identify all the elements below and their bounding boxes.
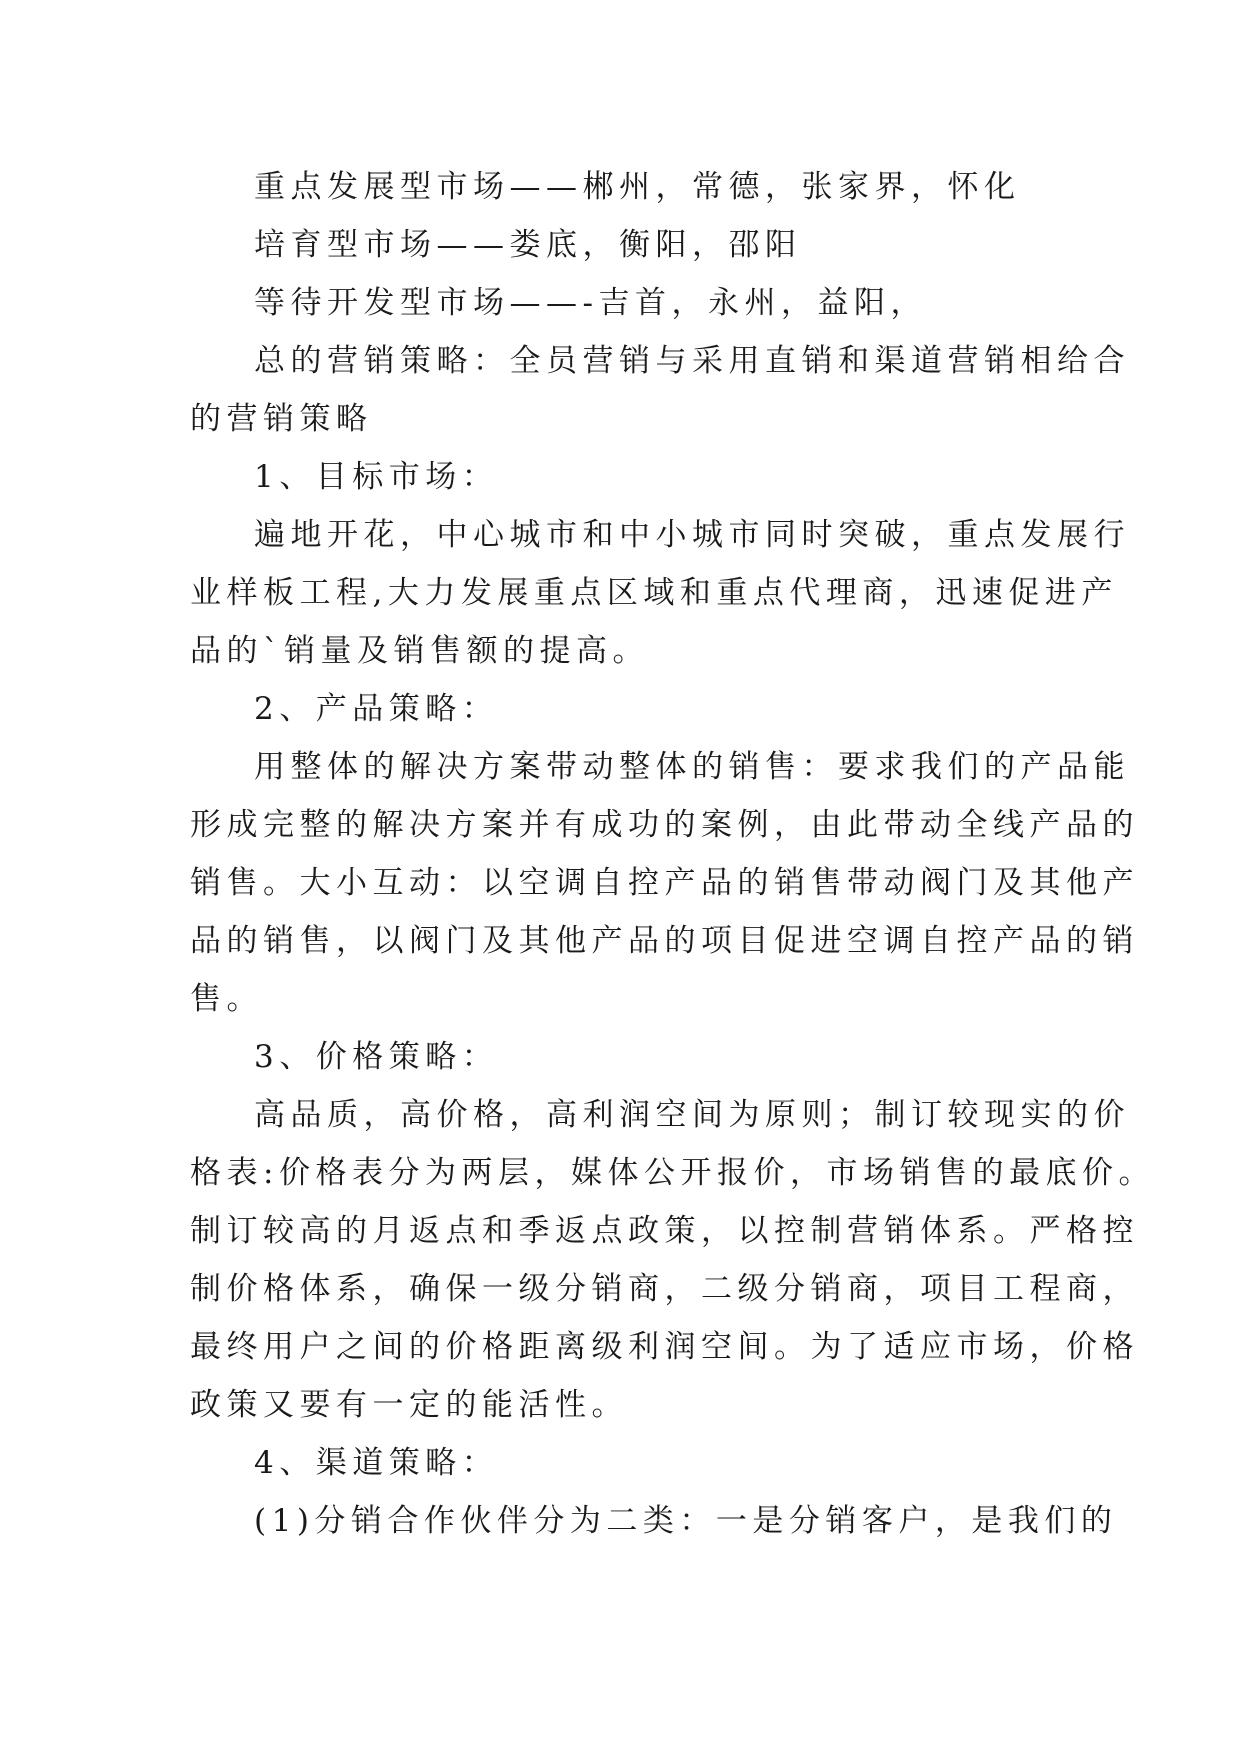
section-heading: 4、渠道策略： bbox=[254, 1445, 499, 1481]
text-line: (1)分销合作伙伴分为二类：一是分销客户，是我们的 bbox=[254, 1503, 1118, 1539]
section-heading: 1、目标市场： bbox=[254, 459, 499, 495]
text-line: 格表:价格表分为两层，媒体公开报价，市场销售的最底价。 bbox=[190, 1155, 1155, 1191]
text-line: 制订较高的月返点和季返点政策，以控制营销体系。严格控 bbox=[190, 1213, 1139, 1249]
text-line: 重点发展型市场——郴州，常德，张家界，怀化 bbox=[254, 169, 1021, 205]
text-line: 培育型市场——娄底，衡阳，邵阳 bbox=[254, 227, 802, 263]
text-line: 品的`销量及销售额的提高。 bbox=[190, 633, 649, 669]
text-line: 用整体的解决方案带动整体的销售：要求我们的产品能 bbox=[254, 749, 1130, 785]
text-line: 等待开发型市场——-吉首，永州，益阳， bbox=[254, 285, 927, 321]
text-line: 总的营销策略：全员营销与采用直销和渠道营销相给合 bbox=[254, 343, 1130, 379]
text-line: 品的销售，以阀门及其他产品的项目促进空调自控产品的销 bbox=[190, 923, 1139, 959]
text-line: 遍地开花，中心城市和中小城市同时突破，重点发展行 bbox=[254, 517, 1130, 553]
text-line: 的营销策略 bbox=[190, 401, 373, 437]
text-line: 高品质，高价格，高利润空间为原则；制订较现实的价 bbox=[254, 1097, 1130, 1133]
section-heading: 3、价格策略： bbox=[254, 1039, 499, 1075]
text-line: 政策又要有一定的能活性。 bbox=[190, 1387, 628, 1423]
text-line: 售。 bbox=[190, 981, 263, 1017]
section-heading: 2、产品策略： bbox=[254, 691, 499, 727]
text-line: 销售。大小互动：以空调自控产品的销售带动阀门及其他产 bbox=[190, 865, 1139, 901]
text-line: 最终用户之间的价格距离级利润空间。为了适应市场，价格 bbox=[190, 1329, 1139, 1365]
text-line: 制价格体系，确保一级分销商，二级分销商，项目工程商， bbox=[190, 1271, 1139, 1307]
text-line: 业样板工程,大力发展重点区域和重点代理商，迅速促进产 bbox=[190, 575, 1118, 611]
text-line: 形成完整的解决方案并有成功的案例，由此带动全线产品的 bbox=[190, 807, 1139, 843]
